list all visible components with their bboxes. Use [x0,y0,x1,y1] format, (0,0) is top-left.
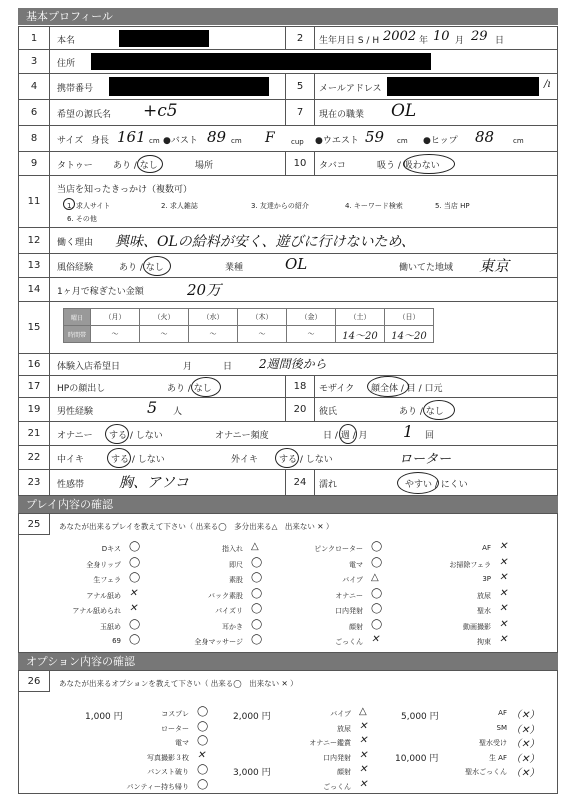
selection-circle [105,424,129,444]
row-number: 9 [19,152,50,175]
day-cell: （金） [287,309,336,326]
target-income-label: 1ヶ月で稼ぎたい金額 [57,287,144,297]
hp-face-options: あり / なし [167,384,212,394]
time-cell: 14〜20 [385,326,434,343]
row-13 [18,254,558,278]
experience-label: 風俗経験 [57,263,94,273]
play-instruction: あなたが出来るプレイを教えて下さい（ 出来る◯ 多分出来る△ 出来ない ✕ ） [59,522,334,531]
stage-name-label: 希望の源氏名 [57,110,112,120]
mosaic-options: 顔全体 / 目 / 口元 [371,384,443,394]
option-item-mark: （✕） [511,739,540,750]
month-unit: 月 [455,36,465,46]
referral-option: 6. その他 [67,215,97,223]
day-unit: 日 [223,362,233,372]
stage-name-value: +c5 [143,101,178,121]
day-cell: （火） [140,309,189,326]
row-number: 13 [19,254,50,277]
row-1 [18,26,558,50]
referral-label: 当店を知ったきっかけ（複数可） [57,185,193,195]
play-item-mark: ✕ [499,556,508,568]
referral-option: 3. 友達からの紹介 [251,202,309,210]
play-item-label: 69 [112,637,121,645]
job-label: 現在の職業 [319,110,365,120]
row-9 [18,152,558,176]
play-item-label: バイブ [342,576,363,584]
schedule-table [63,308,434,343]
option-item-mark: （✕） [511,710,540,721]
bust-value: 89 [207,128,227,146]
play-item-mark: ✕ [499,587,508,599]
option-item-mark: ◯ [197,720,209,732]
price-2000: 2,000 円 [233,712,271,722]
option-item-label: バイブ [330,710,351,718]
referral-option: 2. 求人雑誌 [161,202,198,210]
mosaic-label: モザイク [319,384,355,394]
cm-unit: cm [513,137,524,145]
play-item-label: お掃除フェラ [449,560,491,569]
option-item-mark: ◯ [197,735,209,746]
waist-label: ●ウエスト [315,136,359,146]
play-item-mark: ◯ [251,572,263,583]
outer-climax-value: ローター [399,452,452,467]
birthdate-label: 生年月日 S / H [319,36,380,46]
row-number: 18 [285,376,315,397]
play-item-label: 放尿 [477,591,491,600]
time-cell: 〜 [140,326,189,343]
option-item-mark: （✕） [511,724,540,736]
option-item-label: パンティー持ち帰り [126,782,189,791]
cm-unit: cm [231,137,242,145]
schedule-day-row [64,309,434,326]
day-unit: 日 [495,36,505,46]
row-14 [18,278,558,302]
year-unit: 年 [419,36,429,46]
row-number: 17 [19,376,50,397]
hip-label: ●ヒップ [423,136,458,146]
option-item-mark: ✕ [359,764,368,775]
birth-month-value: 10 [433,29,450,44]
row-number: 10 [285,152,315,175]
play-item-mark: ✕ [499,541,508,552]
boyfriend-options: あり / なし [399,407,444,417]
row-19 [18,398,558,422]
play-item-label: 全身リップ [86,560,121,569]
option-item-label: ローター [161,724,189,733]
play-item-label: 指入れ [222,545,243,553]
play-item-mark: ◯ [371,587,383,599]
play-item-mark: ◯ [371,556,383,568]
option-item-label: 聖水ごっくん [465,768,507,776]
option-item-mark: ✕ [197,749,206,761]
row-17 [18,376,558,398]
play-item-mark: ◯ [371,603,383,614]
size-label: サイズ [57,136,84,146]
work-reason-value: 興味、OLの給料が安く、遊びに行けないため、 [115,234,415,250]
industry-label: 業種 [225,263,244,273]
row-number: 2 [285,27,315,49]
section-basic-header: 基本プロフィール [18,8,558,25]
row-8 [18,126,558,152]
time-header: 時間帯 [64,326,91,343]
option-item-mark: ◯ [197,778,209,790]
time-cell: 〜 [238,326,287,343]
job-value: OL [391,101,417,121]
play-item-label: 聖水 [477,607,491,615]
play-item-mark: ◯ [251,556,263,568]
row-number: 6 [19,100,50,125]
bust-label: ●バスト [163,136,198,146]
play-item-mark: △ [371,572,379,583]
height-value: 161 [117,128,146,146]
time-cell: 〜 [287,326,336,343]
row-number: 12 [19,228,50,253]
time-cell: 14〜20 [336,326,385,343]
time-cell: 〜 [91,326,140,343]
play-item-label: ピンクローター [314,545,363,553]
times-unit: 回 [425,431,435,441]
row-15 [18,302,558,354]
row-number: 5 [285,74,315,99]
play-item-mark: ✕ [499,634,508,645]
play-item-label: 全身マッサージ [194,638,243,646]
option-item-label: パンスト破り [147,768,189,776]
birth-year-value: 2002 [383,29,417,44]
price-10000: 10,000 円 [395,754,439,764]
row-6 [18,100,558,126]
target-income-value: 20万 [187,281,222,299]
male-experience-label: 男性経験 [57,407,94,417]
frequency-label: オナニー頻度 [215,431,269,441]
real-name-label: 本名 [57,36,76,46]
row-number: 19 [19,398,50,421]
redacted-email [387,77,539,96]
row-number: 23 [19,470,50,495]
selection-circle [403,154,455,174]
play-item-label: 電マ [349,560,363,569]
option-item-label: 写真撮影３枚 [147,753,189,762]
play-item-mark: ✕ [129,587,138,599]
masturbation-options: する / しない [109,431,163,441]
play-item-mark: ◯ [371,541,383,552]
redacted-address [91,53,431,70]
selection-circle [397,472,439,494]
selection-circle [143,256,171,276]
row-number: 24 [285,470,315,495]
option-item-mark: （✕） [511,753,540,765]
selection-circle [423,400,455,420]
email-label: メールアドレス [319,84,382,94]
row-11 [18,176,558,228]
price-3000: 3,000 円 [233,768,271,778]
play-item-mark: ✕ [499,572,508,583]
option-item-mark: ◯ [197,764,209,775]
work-reason-label: 働く理由 [57,238,94,248]
day-header: 曜日 [64,309,91,326]
trial-date-label: 体験入店希望日 [57,362,121,372]
row-number: 22 [19,446,50,469]
option-item-label: 口内発射 [323,753,351,762]
play-item-label: 生フェラ [93,576,121,584]
row-number: 11 [19,176,50,227]
option-item-mark: ✕ [359,749,368,761]
play-item-mark: ✕ [499,618,508,630]
row-number: 15 [19,302,50,353]
area-label: 働いてた地域 [399,263,454,273]
play-item-mark: △ [251,541,259,552]
play-item-label: 3P [482,575,491,583]
area-value: 東京 [479,257,510,275]
row-16 [18,354,558,376]
redacted-real-name [119,30,209,47]
inner-climax-label: 中イキ [57,455,85,465]
option-item-label: SM [496,723,507,732]
hp-face-label: HPの顔出し [57,384,106,394]
option-item-label: 生 AF [488,753,507,762]
row-26 [18,670,558,794]
people-unit: 人 [173,407,183,417]
play-item-label: 玉舐め [100,622,121,631]
option-item-label: AF [498,709,507,717]
play-item-label: 顔射 [349,622,363,631]
row-number: 1 [19,27,50,49]
option-item-label: 放尿 [337,724,351,733]
section-play-header: プレイ内容の確認 [18,496,558,513]
play-item-mark: ◯ [371,618,383,630]
option-item-label: オナニー鑑賞 [309,739,351,747]
option-item-mark: ✕ [359,720,368,732]
option-item-mark: ◯ [197,706,209,717]
day-cell: （日） [385,309,434,326]
row-number: 7 [285,100,315,125]
play-item-label: オナニー [335,591,363,600]
play-item-label: アナル舐め [86,591,121,600]
selection-circle [137,155,163,173]
play-item-mark: ✕ [129,603,138,614]
row-number: 25 [19,514,50,535]
play-item-label: 拘束 [477,638,491,646]
play-item-label: AF [482,544,491,552]
wetness-label: 濡れ [319,480,338,490]
schedule-time-row [64,326,434,343]
selection-circle [339,424,357,444]
play-item-label: 口内発射 [335,607,363,615]
birth-day-value: 29 [471,29,488,44]
play-item-mark: ◯ [129,634,141,645]
tobacco-label: タバコ [319,161,346,171]
cup-unit: cup [291,138,304,146]
price-5000: 5,000 円 [401,712,439,722]
frequency-value: 1 [403,422,414,441]
phone-label: 携帯番号 [57,84,94,94]
cm-unit: cm [149,137,160,145]
row-number: 4 [19,74,50,99]
wetness-options: やすい / にくい [405,480,468,490]
option-item-label: 聖水受け [479,739,507,747]
height-label: 身長 [91,136,110,146]
industry-value: OL [285,255,308,273]
row-4 [18,74,558,100]
play-item-label: 動画撮影 [463,622,491,631]
play-item-mark: ◯ [129,541,141,552]
experience-options: あり / なし [119,263,164,273]
cup-value: F [265,130,275,146]
day-cell: （月） [91,309,140,326]
play-item-mark: ◯ [129,556,141,568]
trial-date-value: 2週間後から [259,357,327,371]
price-1000: 1,000 円 [85,712,123,722]
address-label: 住所 [57,59,76,69]
row-number: 16 [19,354,50,375]
email-tail: /ı [544,79,551,90]
row-12 [18,228,558,254]
row-22 [18,446,558,470]
referral-option: 1. 求人サイト [67,202,111,210]
male-experience-value: 5 [147,398,158,417]
day-cell: （水） [189,309,238,326]
play-item-label: ごっくん [335,638,363,646]
option-item-mark: △ [359,706,367,717]
row-number: 26 [19,671,50,692]
option-instruction: あなたが出来るオプションを教えて下さい（ 出来る◯ 出来ない ✕ ） [59,679,298,688]
play-item-label: Dキス [101,545,121,553]
play-item-mark: ◯ [251,587,263,599]
row-number: 14 [19,278,50,301]
selection-circle [107,448,131,468]
row-number: 20 [285,398,315,421]
day-cell: （土） [336,309,385,326]
hip-value: 88 [475,128,495,146]
referral-option: 5. 当店 HP [435,202,470,210]
day-cell: （木） [238,309,287,326]
referral-option: 4. キーワード検索 [345,202,403,210]
outer-climax-label: 外イキ [231,455,259,465]
play-item-mark: ◯ [129,618,141,630]
play-item-mark: ✕ [499,603,508,614]
option-item-label: 顔射 [337,768,351,776]
play-item-label: 素股 [229,576,243,584]
play-item-label: パイズリ [215,607,243,615]
row-3 [18,50,558,74]
play-item-label: バック素股 [208,591,243,600]
erogenous-value: 胸、アソコ [119,475,189,491]
selection-circle [275,448,299,468]
row-number: 3 [19,50,50,73]
waist-value: 59 [365,128,385,146]
row-25 [18,513,558,653]
option-item-label: ごっくん [323,782,351,791]
erogenous-label: 性感帯 [57,480,85,490]
play-item-label: 即尺 [229,560,243,569]
cm-unit: cm [397,137,408,145]
masturbation-label: オナニー [57,431,93,441]
play-item-mark: ◯ [251,618,263,630]
boyfriend-label: 彼氏 [319,407,338,417]
redacted-phone [109,77,269,96]
tattoo-options: あり / なし [113,161,158,171]
tattoo-place-label: 場所 [195,161,214,171]
tattoo-label: タトゥー [57,161,93,171]
play-item-mark: ◯ [251,634,263,645]
section-option-header: オプション内容の確認 [18,653,558,670]
play-item-label: アナル舐められ [72,607,121,615]
option-item-label: コスプレ [161,710,189,718]
row-number: 8 [19,126,50,151]
option-item-mark: （✕） [511,768,540,779]
play-item-mark: ◯ [251,603,263,614]
frequency-options: 日 / 週 / 月 [323,431,368,441]
option-item-mark: ✕ [359,778,368,790]
option-item-label: 電マ [175,739,189,747]
outer-climax-options: する / しない [279,455,333,465]
tobacco-options: 吸う / 吸わない [377,161,440,171]
selection-circle [367,376,409,397]
row-number: 21 [19,422,50,445]
inner-climax-options: する / しない [111,455,165,465]
row-21 [18,422,558,446]
selection-circle [191,377,221,397]
play-item-mark: ✕ [371,634,380,645]
time-cell: 〜 [189,326,238,343]
row-23 [18,470,558,496]
play-item-mark: ◯ [129,572,141,583]
play-item-label: 耳かき [222,622,243,631]
profile-sheet [18,8,558,794]
option-item-mark: ✕ [359,735,368,746]
month-unit: 月 [183,362,193,372]
